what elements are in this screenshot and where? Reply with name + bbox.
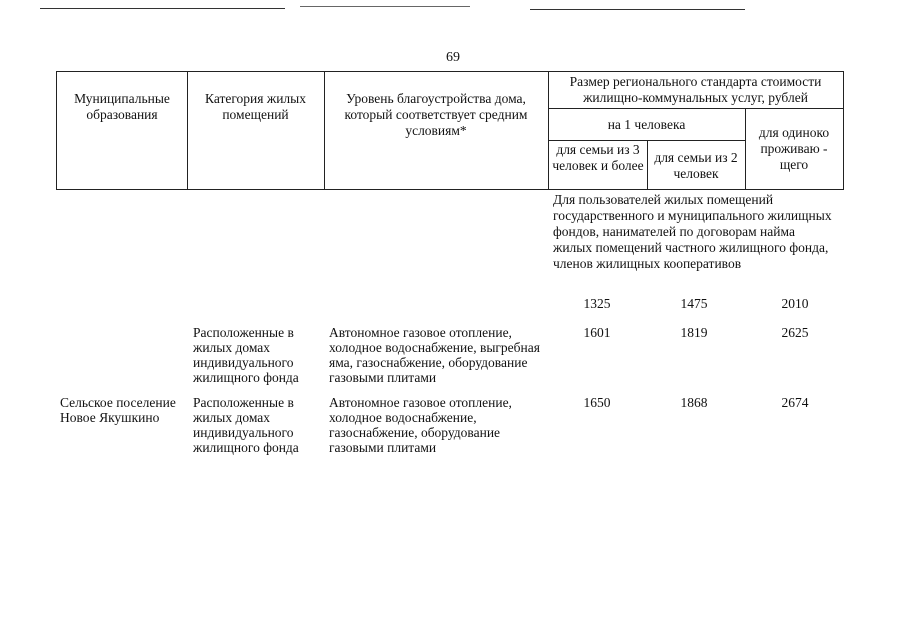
- header-per-person: на 1 человека: [607, 117, 686, 132]
- value-single: 2674: [781, 395, 809, 410]
- row-category: Расположенные в жилых домах индивидуального жилищного фонда: [193, 325, 299, 385]
- header-family-3: для семьи из 3 человек и более: [552, 142, 644, 173]
- value-family-3: 1325: [583, 296, 611, 311]
- header-family-2: для семьи из 2 человек: [654, 150, 738, 181]
- header-single: для одиноко проживаю - щего: [758, 125, 830, 172]
- row-level: Автономное газовое отопление, холодное водоснабжение, выгребная яма, газоснабжение, оборудование газовыми плитами: [329, 325, 540, 385]
- page-number: 69: [446, 50, 460, 65]
- header-improvement-level: Уровень благоустройства дома, который соответствует средним условиям*: [344, 91, 528, 138]
- value-family-2: 1868: [680, 395, 708, 410]
- scan-artifact-line: [40, 8, 285, 9]
- value-family-3: 1650: [583, 395, 611, 410]
- value-family-2: 1819: [680, 325, 708, 340]
- row-category: Расположенные в жилых домах индивидуального жилищного фонда: [193, 395, 299, 455]
- scan-artifact-line: [300, 6, 470, 7]
- value-single: 2010: [781, 296, 809, 311]
- header-category: Категория жилых помещений: [205, 91, 306, 122]
- header-municipalities: Муниципальные образования: [74, 91, 170, 122]
- header-standard-size: Размер регионального стандарта стоимости жилищно-коммунальных услуг, рублей: [569, 74, 822, 105]
- tenants-note: Для пользователей жилых помещений государственного и муниципального жилищных фондов, нанимателей по договорам найма жилых помещений частного жилищного фонда, членов жилищных кооперативов: [553, 192, 832, 271]
- value-family-3: 1601: [583, 325, 611, 340]
- row-level: Автономное газовое отопление, холодное водоснабжение, газоснабжение, оборудование газовыми плитами: [329, 395, 512, 455]
- value-single: 2625: [781, 325, 809, 340]
- scan-artifact-line: [530, 9, 745, 10]
- row-municipality: Сельское поселение Новое Якушкино: [60, 395, 176, 425]
- value-family-2: 1475: [680, 296, 708, 311]
